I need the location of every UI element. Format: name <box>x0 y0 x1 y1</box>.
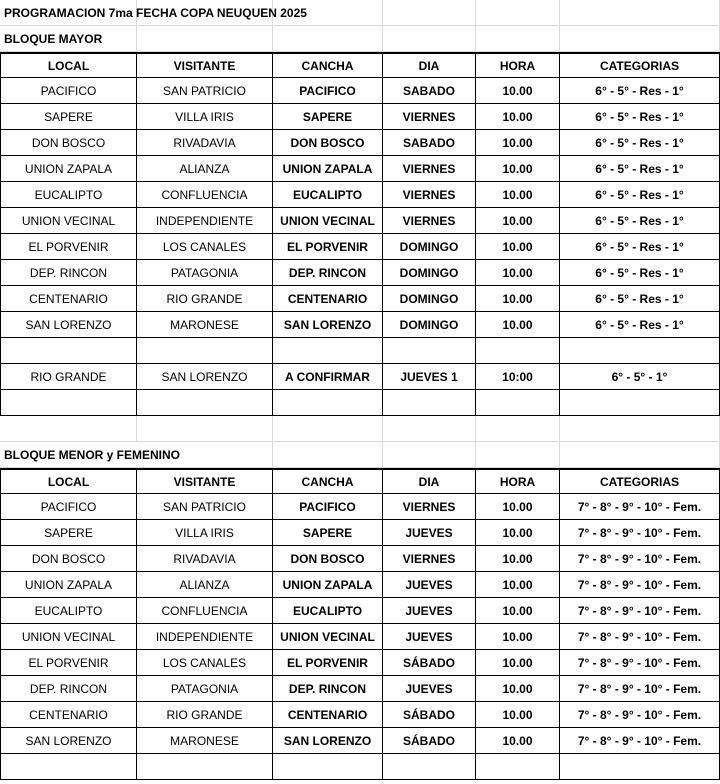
blank-row <box>0 390 720 416</box>
table-row <box>0 182 720 208</box>
cell-dia[interactable]: VIERNES <box>383 182 476 208</box>
section-label-row <box>0 26 720 52</box>
cell-local[interactable]: DON BOSCO <box>0 546 137 572</box>
cell-cancha[interactable]: DON BOSCO <box>273 546 383 572</box>
cell-dia[interactable]: VIERNES <box>383 546 476 572</box>
cell-visitante[interactable]: CONFLUENCIA <box>137 598 273 624</box>
cell-categorias[interactable]: 7° - 8° - 9° - 10° - Fem. <box>560 728 720 754</box>
header-categorias[interactable]: CATEGORIAS <box>560 52 720 78</box>
cell-cancha[interactable]: CENTENARIO <box>273 286 383 312</box>
cell-categorias[interactable]: 7° - 8° - 9° - 10° - Fem. <box>560 650 720 676</box>
cell-cancha[interactable]: DEP. RINCON <box>273 676 383 702</box>
blank-row <box>0 754 720 780</box>
cell-visitante[interactable]: ALIANZA <box>137 156 273 182</box>
cell-local[interactable]: PACIFICO <box>0 78 137 104</box>
cell-hora[interactable]: 10.00 <box>476 104 560 130</box>
cell-dia[interactable]: VIERNES <box>383 208 476 234</box>
table-row <box>0 286 720 312</box>
cell-cancha[interactable]: EUCALIPTO <box>273 598 383 624</box>
header-local[interactable]: LOCAL <box>0 468 137 494</box>
cell-local[interactable]: EL PORVENIR <box>0 234 137 260</box>
page-title: PROGRAMACION 7ma FECHA COPA NEUQUEN 2025 <box>4 6 307 20</box>
table-row <box>0 78 720 104</box>
table-mayor <box>0 52 720 338</box>
cell-hora[interactable]: 10.00 <box>476 208 560 234</box>
cell-visitante[interactable]: INDEPENDIENTE <box>137 624 273 650</box>
cell-visitante[interactable]: MARONESE <box>137 728 273 754</box>
cell-cancha[interactable]: EUCALIPTO <box>273 182 383 208</box>
cell-visitante[interactable]: RIO GRANDE <box>137 702 273 728</box>
table-row <box>0 546 720 572</box>
table-row <box>0 260 720 286</box>
cell-dia[interactable]: SÁBADO <box>383 728 476 754</box>
cell-cancha[interactable]: SAN LORENZO <box>273 728 383 754</box>
cell-local[interactable]: UNION VECINAL <box>0 624 137 650</box>
cell-hora[interactable]: 10.00 <box>476 546 560 572</box>
cell-visitante[interactable]: PATAGONIA <box>137 676 273 702</box>
cell-categorias[interactable]: 7° - 8° - 9° - 10° - Fem. <box>560 572 720 598</box>
cell-dia[interactable]: DOMINGO <box>383 286 476 312</box>
table-row <box>0 494 720 520</box>
cell-hora[interactable]: 10.00 <box>476 260 560 286</box>
cell-categorias[interactable]: 6° - 5° - Res - 1° <box>560 208 720 234</box>
cell-categorias[interactable]: 6° - 5° - Res - 1° <box>560 182 720 208</box>
cell-local[interactable]: SAN LORENZO <box>0 728 137 754</box>
cell-categorias[interactable]: 7° - 8° - 9° - 10° - Fem. <box>560 624 720 650</box>
header-visitante[interactable]: VISITANTE <box>137 52 273 78</box>
cell-hora[interactable]: 10.00 <box>476 598 560 624</box>
title-row <box>0 0 720 26</box>
header-row <box>0 468 720 494</box>
table-row <box>0 624 720 650</box>
cell-visitante[interactable]: PATAGONIA <box>137 260 273 286</box>
header-categorias[interactable]: CATEGORIAS <box>560 468 720 494</box>
cell-dia[interactable]: DOMINGO <box>383 260 476 286</box>
cell-dia[interactable]: JUEVES <box>383 676 476 702</box>
cell-categorias[interactable]: 6° - 5° - Res - 1° <box>560 312 720 338</box>
cell-cancha[interactable]: SAN LORENZO <box>273 312 383 338</box>
cell-cancha[interactable]: SAPERE <box>273 520 383 546</box>
cell-local[interactable]: UNION ZAPALA <box>0 572 137 598</box>
header-row <box>0 52 720 78</box>
cell-dia[interactable]: VIERNES <box>383 104 476 130</box>
cell-local[interactable]: EUCALIPTO <box>0 598 137 624</box>
section-label-mayor[interactable]: BLOQUE MAYOR <box>0 26 137 52</box>
cell-cancha[interactable]: DON BOSCO <box>273 130 383 156</box>
cell-hora[interactable]: 10.00 <box>476 624 560 650</box>
table-row <box>0 312 720 338</box>
table-row <box>0 572 720 598</box>
cell-visitante[interactable]: MARONESE <box>137 312 273 338</box>
header-dia[interactable]: DIA <box>383 468 476 494</box>
header-dia[interactable]: DIA <box>383 52 476 78</box>
cell-local[interactable]: DEP. RINCON <box>0 676 137 702</box>
cell-dia[interactable]: JUEVES <box>383 572 476 598</box>
cell-visitante[interactable]: VILLA IRIS <box>137 520 273 546</box>
cell-local[interactable]: SAN LORENZO <box>0 312 137 338</box>
cell-local[interactable]: UNION ZAPALA <box>0 156 137 182</box>
cell-hora[interactable]: 10.00 <box>476 130 560 156</box>
cell-hora[interactable]: 10.00 <box>476 676 560 702</box>
cell-dia[interactable]: SABADO <box>383 130 476 156</box>
cell-categorias[interactable]: 6° - 5° - Res - 1° <box>560 156 720 182</box>
cell-cancha[interactable]: PACIFICO <box>273 494 383 520</box>
empty-row <box>0 416 720 442</box>
header-cancha[interactable]: CANCHA <box>273 468 383 494</box>
cell-visitante[interactable]: RIO GRANDE <box>137 286 273 312</box>
cell-local[interactable]: CENTENARIO <box>0 702 137 728</box>
cell-dia[interactable]: SÁBADO <box>383 702 476 728</box>
table-row <box>0 702 720 728</box>
cell-categorias[interactable]: 6° - 5° - 1° <box>560 364 720 390</box>
cell-hora[interactable]: 10.00 <box>476 286 560 312</box>
cell-local[interactable]: SAPERE <box>0 104 137 130</box>
table-row <box>0 598 720 624</box>
cell-visitante[interactable]: VILLA IRIS <box>137 104 273 130</box>
blank-row <box>0 338 720 364</box>
cell-hora[interactable]: 10.00 <box>476 312 560 338</box>
cell-visitante[interactable]: RIVADAVIA <box>137 130 273 156</box>
cell-visitante[interactable]: ALIANZA <box>137 572 273 598</box>
cell-hora[interactable]: 10.00 <box>476 182 560 208</box>
cell-local[interactable]: DON BOSCO <box>0 130 137 156</box>
cell-local[interactable]: RIO GRANDE <box>0 364 137 390</box>
section-label-row <box>0 442 720 468</box>
cell-hora[interactable]: 10.00 <box>476 728 560 754</box>
cell-local[interactable]: EL PORVENIR <box>0 650 137 676</box>
cell-hora[interactable]: 10.00 <box>476 78 560 104</box>
cell-categorias[interactable]: 6° - 5° - Res - 1° <box>560 234 720 260</box>
cell-categorias[interactable]: 7° - 8° - 9° - 10° - Fem. <box>560 702 720 728</box>
table-row <box>0 208 720 234</box>
table-row <box>0 650 720 676</box>
table-row <box>0 130 720 156</box>
cell-dia[interactable]: JUEVES <box>383 624 476 650</box>
cell-dia[interactable]: VIERNES <box>383 156 476 182</box>
cell-cancha[interactable]: UNION ZAPALA <box>273 156 383 182</box>
header-hora[interactable]: HORA <box>476 52 560 78</box>
cell-cancha[interactable]: UNION VECINAL <box>273 208 383 234</box>
cell-cancha[interactable]: SAPERE <box>273 104 383 130</box>
cell-cancha[interactable]: EL PORVENIR <box>273 234 383 260</box>
cell-visitante[interactable]: SAN PATRICIO <box>137 494 273 520</box>
cell-hora[interactable]: 10.00 <box>476 702 560 728</box>
cell-hora[interactable]: 10.00 <box>476 494 560 520</box>
cell-dia[interactable]: SABADO <box>383 78 476 104</box>
table-row <box>0 104 720 130</box>
table-row <box>0 234 720 260</box>
table-row <box>0 364 720 390</box>
cell-visitante[interactable]: RIVADAVIA <box>137 546 273 572</box>
cell-visitante[interactable]: LOS CANALES <box>137 650 273 676</box>
cell-cancha[interactable]: UNION VECINAL <box>273 624 383 650</box>
cell-dia[interactable]: SÁBADO <box>383 650 476 676</box>
table-row <box>0 676 720 702</box>
cell-categorias[interactable]: 7° - 8° - 9° - 10° - Fem. <box>560 520 720 546</box>
cell-dia[interactable]: JUEVES <box>383 520 476 546</box>
cell-categorias[interactable]: 6° - 5° - Res - 1° <box>560 286 720 312</box>
cell-categorias[interactable]: 7° - 8° - 9° - 10° - Fem. <box>560 494 720 520</box>
table-row <box>0 520 720 546</box>
cell-hora[interactable]: 10:00 <box>476 364 560 390</box>
cell-categorias[interactable]: 6° - 5° - Res - 1° <box>560 260 720 286</box>
cell-dia[interactable]: DOMINGO <box>383 312 476 338</box>
cell-visitante[interactable]: SAN LORENZO <box>137 364 273 390</box>
cell-visitante[interactable]: CONFLUENCIA <box>137 182 273 208</box>
cell-categorias[interactable]: 6° - 5° - Res - 1° <box>560 130 720 156</box>
cell-hora[interactable]: 10.00 <box>476 234 560 260</box>
section-label-menor[interactable]: BLOQUE MENOR y FEMENINO <box>0 442 273 468</box>
cell-cancha[interactable]: PACIFICO <box>273 78 383 104</box>
cell-cancha[interactable]: DEP. RINCON <box>273 260 383 286</box>
cell-visitante[interactable]: LOS CANALES <box>137 234 273 260</box>
header-visitante[interactable]: VISITANTE <box>137 468 273 494</box>
cell-hora[interactable]: 10.00 <box>476 520 560 546</box>
cell-dia[interactable]: VIERNES <box>383 494 476 520</box>
cell-local[interactable]: UNION VECINAL <box>0 208 137 234</box>
cell-categorias[interactable]: 7° - 8° - 9° - 10° - Fem. <box>560 598 720 624</box>
cell-local[interactable]: EUCALIPTO <box>0 182 137 208</box>
cell-dia[interactable]: DOMINGO <box>383 234 476 260</box>
cell-categorias[interactable]: 7° - 8° - 9° - 10° - Fem. <box>560 676 720 702</box>
table-row <box>0 728 720 754</box>
cell-hora[interactable]: 10.00 <box>476 650 560 676</box>
cell-cancha[interactable]: A CONFIRMAR <box>273 364 383 390</box>
cell-cancha[interactable]: UNION ZAPALA <box>273 572 383 598</box>
header-local[interactable]: LOCAL <box>0 52 137 78</box>
cell-dia[interactable]: JUEVES 1 <box>383 364 476 390</box>
cell-categorias[interactable]: 6° - 5° - Res - 1° <box>560 78 720 104</box>
header-hora[interactable]: HORA <box>476 468 560 494</box>
header-cancha[interactable]: CANCHA <box>273 52 383 78</box>
cell-local[interactable]: DEP. RINCON <box>0 260 137 286</box>
table-row <box>0 156 720 182</box>
table-menor <box>0 468 720 754</box>
cell-hora[interactable]: 10.00 <box>476 156 560 182</box>
cell-cancha[interactable]: EL PORVENIR <box>273 650 383 676</box>
cell-dia[interactable]: JUEVES <box>383 598 476 624</box>
cell-local[interactable]: SAPERE <box>0 520 137 546</box>
cell-cancha[interactable]: CENTENARIO <box>273 702 383 728</box>
cell-local[interactable]: CENTENARIO <box>0 286 137 312</box>
cell-categorias[interactable]: 7° - 8° - 9° - 10° - Fem. <box>560 546 720 572</box>
cell-local[interactable]: PACIFICO <box>0 494 137 520</box>
table-mayor-extra <box>0 364 720 390</box>
cell-visitante[interactable]: INDEPENDIENTE <box>137 208 273 234</box>
cell-hora[interactable]: 10.00 <box>476 572 560 598</box>
cell-categorias[interactable]: 6° - 5° - Res - 1° <box>560 104 720 130</box>
cell-visitante[interactable]: SAN PATRICIO <box>137 78 273 104</box>
